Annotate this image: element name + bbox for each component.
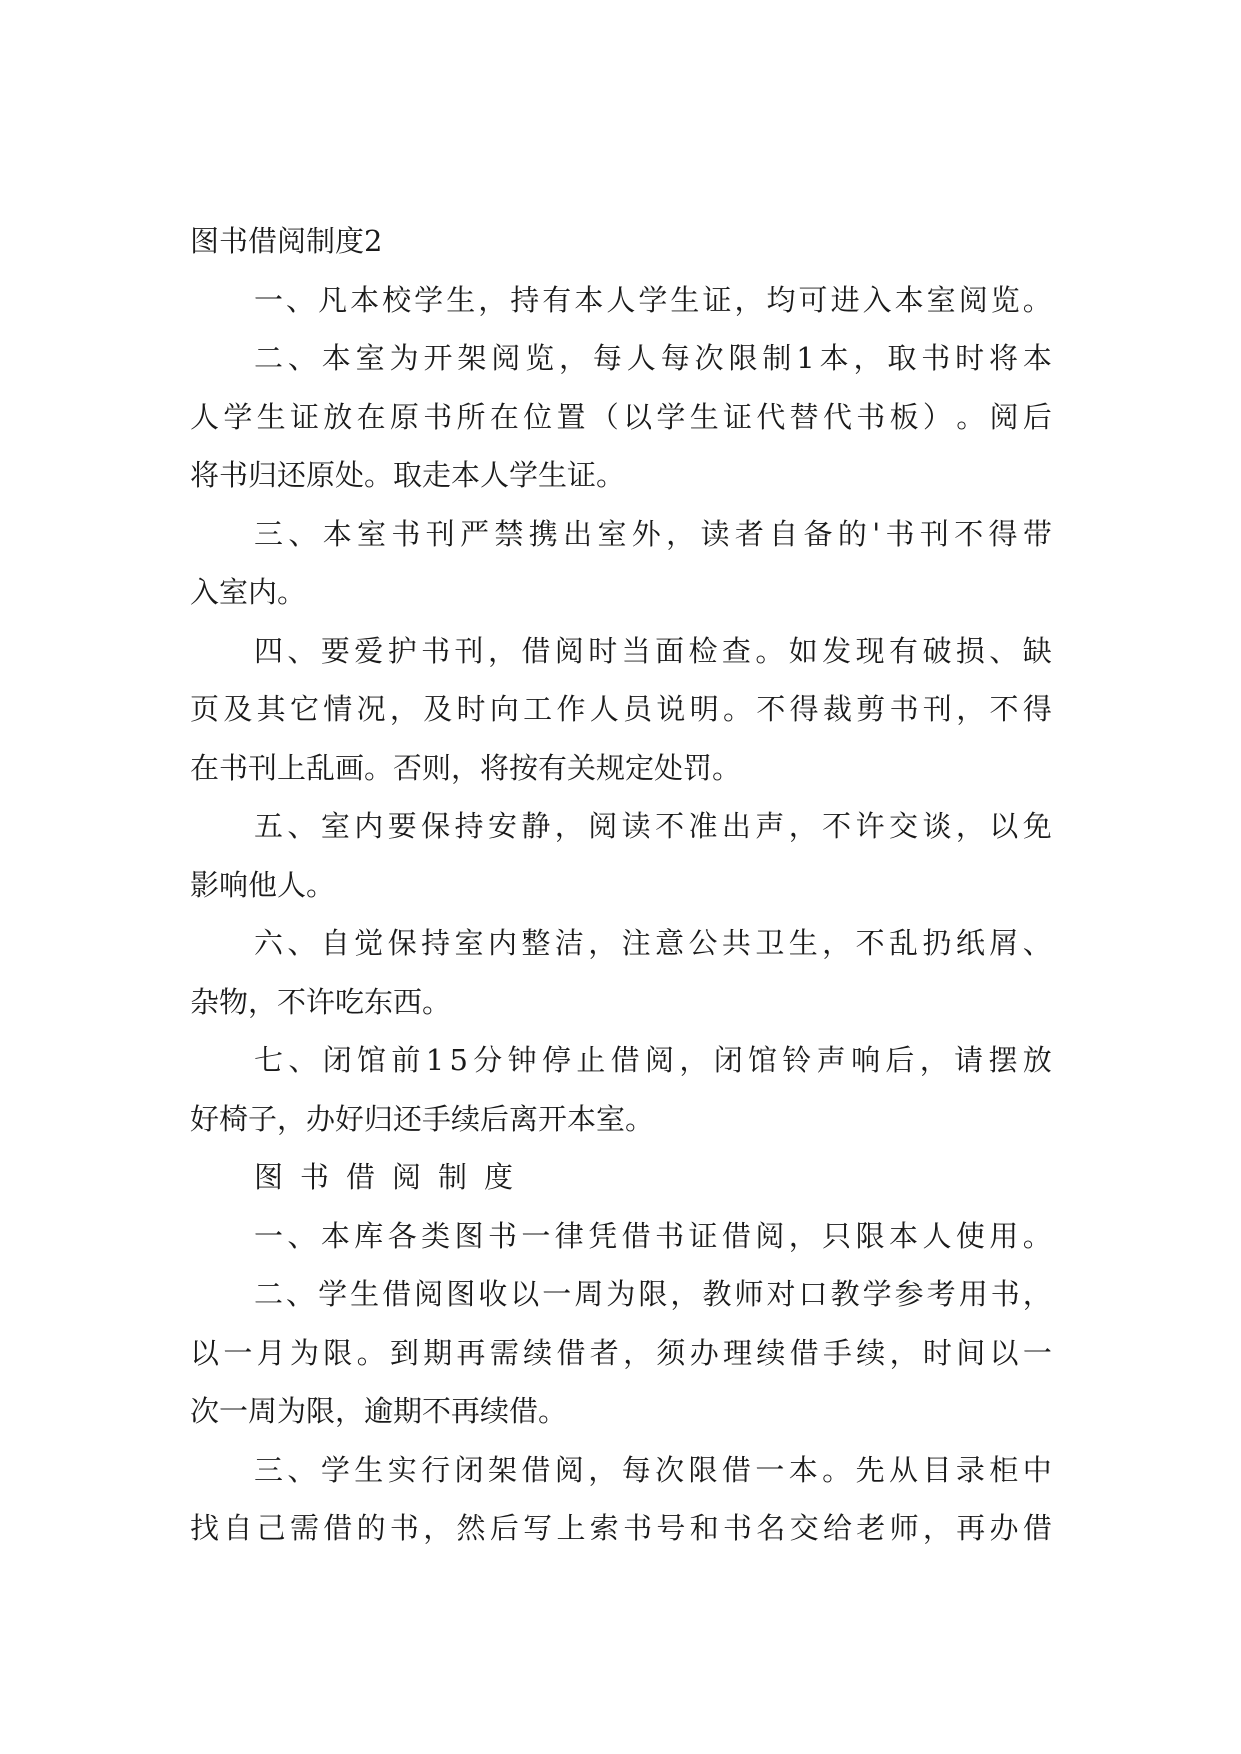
paragraph-line: 二 、 学 生 借 阅 图 收 以 一 周 为 限 ， 教 师 对 口 教 学 参 考 用 书 ，	[254, 1277, 1052, 1311]
paragraph-line: 次一周为限，逾期不再续借。	[190, 1394, 568, 1428]
paragraph-line: 影响他人。	[190, 867, 336, 902]
paragraph-line: 以 一 月 为 限 。 到 期 再 需 续 借 者 ， 须 办 理 续 借 手 续 ， 时 间 以 一	[190, 1335, 1052, 1370]
paragraph-line: 页 及 其 它 情 况 ， 及 时 向 工 作 人 员 说 明 。 不 得 裁 剪 书 刊 ， 不 得	[190, 692, 1052, 726]
paragraph-line: 人 学 生 证 放 在 原 书 所 在 位 置 （ 以 学 生 证 代 替 代 书 板 ） 。 阅 后	[190, 399, 1052, 434]
paragraph-line: 七 、 闭 馆 前 1 5 分 钟 停 止 借 阅 ， 闭 馆 铃 声 响 后 ， 请 摆 放	[254, 1043, 1052, 1077]
paragraph-line: 杂物，不许吃东西。	[190, 984, 452, 1019]
paragraph-line: 在书刊上乱画。否则，将按有关规定处罚。	[190, 750, 742, 785]
paragraph-line: 五 、 室 内 要 保 持 安 静 ， 阅 读 不 准 出 声 ， 不 许 交 谈 ， 以 免	[254, 809, 1052, 843]
paragraph-line: 二 、 本 室 为 开 架 阅 览 ， 每 人 每 次 限 制 1 本 ， 取 书 时 将 本	[254, 341, 1052, 375]
section-title: 图书借阅制度	[254, 1160, 531, 1194]
paragraph-line: 找 自 己 需 借 的 书 ， 然 后 写 上 索 书 号 和 书 名 交 给 老 师 ， 再 办 借	[190, 1511, 1052, 1545]
paragraph-line: 一 、 凡 本 校 学 生 ， 持 有 本 人 学 生 证 ， 均 可 进 入 本 室 阅 览 。	[254, 282, 1052, 317]
paragraph-line: 好椅子，办好归还手续后离开本室。	[190, 1101, 655, 1136]
paragraph-line: 六 、 自 觉 保 持 室 内 整 洁 ， 注 意 公 共 卫 生 ， 不 乱 扔 纸 屑 、	[254, 926, 1052, 960]
document-body	[190, 212, 1052, 1558]
paragraph-line: 四 、 要 爱 护 书 刊 ， 借 阅 时 当 面 检 查 。 如 发 现 有 破 损 、 缺	[254, 633, 1052, 668]
document-heading: 图书借阅制度2	[190, 224, 383, 258]
paragraph-line: 三 、 本 室 书 刊 严 禁 携 出 室 外 ， 读 者 自 备 的 ' 书 刊 不 得 带	[254, 516, 1052, 551]
paragraph-line: 将书归还原处。取走本人学生证。	[190, 458, 626, 492]
paragraph-line: 一 、 本 库 各 类 图 书 一 律 凭 借 书 证 借 阅 ， 只 限 本 人 使 用 。	[254, 1218, 1052, 1253]
paragraph-line: 入室内。	[190, 575, 307, 609]
paragraph-line: 三 、 学 生 实 行 闭 架 借 阅 ， 每 次 限 借 一 本 。 先 从 目 录 柜 中	[254, 1452, 1052, 1487]
